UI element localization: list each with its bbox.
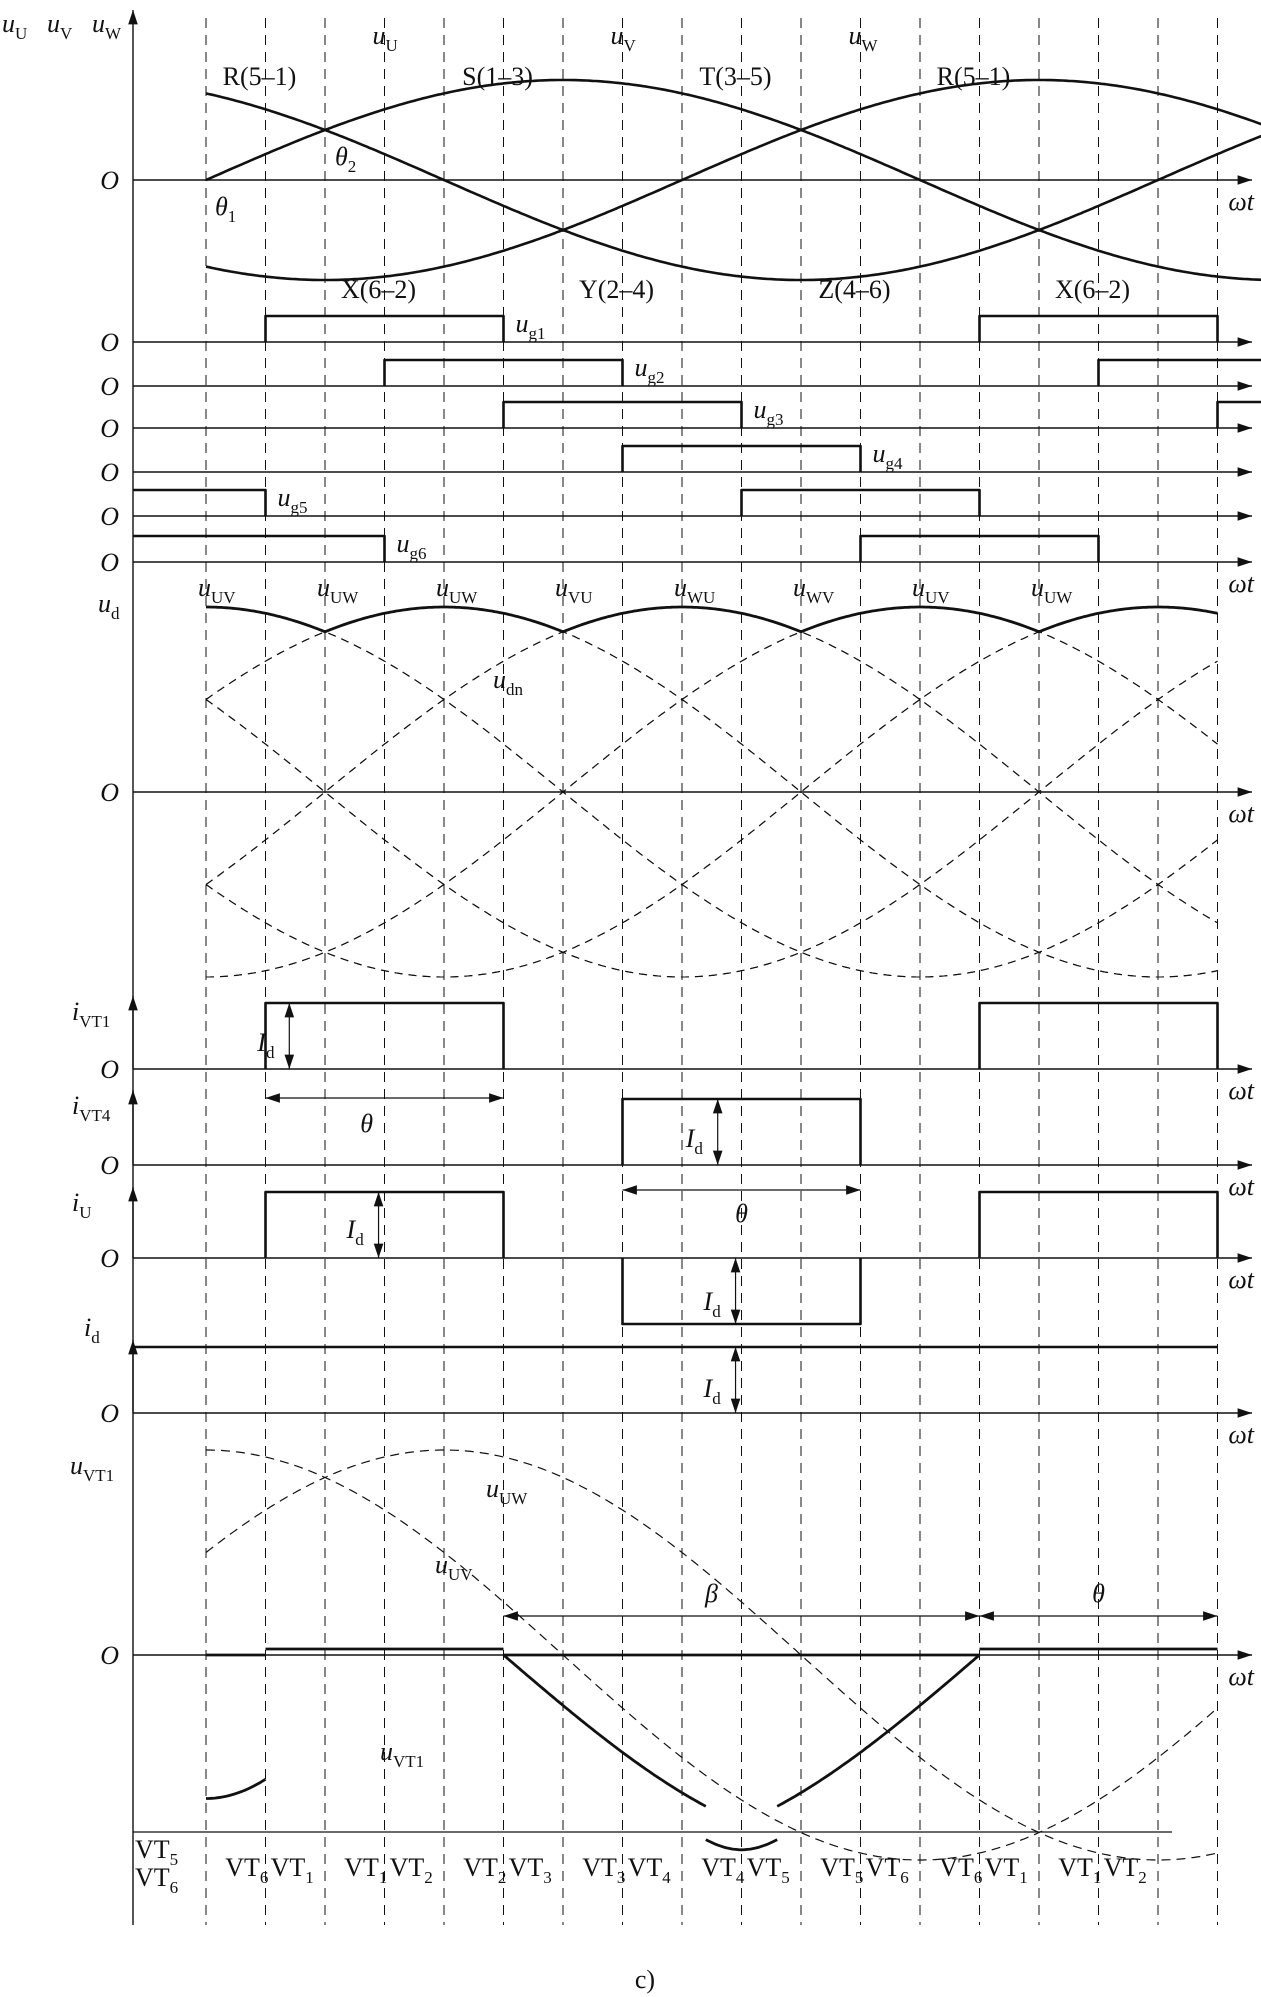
origin-label: O — [100, 1641, 119, 1670]
gate-axis-1-arrow — [1238, 337, 1252, 347]
uvt1-label: $u_{VT1}$ — [380, 1737, 425, 1771]
id-axis-arrow — [1238, 1408, 1252, 1418]
line-voltage-curve — [206, 607, 1218, 923]
gate-label: $u_{g2}$ — [634, 353, 665, 387]
phase-name-label: $u_V$ — [610, 21, 636, 55]
phase-name-label: $u_W$ — [848, 21, 878, 55]
theta-label: θ — [360, 1109, 374, 1138]
gate-label: $u_{g5}$ — [277, 483, 308, 517]
wt-label: ωt — [1228, 1265, 1254, 1294]
origin-label: O — [100, 166, 119, 195]
gate-axis-2-arrow — [1238, 381, 1252, 391]
ud-segment-label: $u_{UV}$ — [198, 573, 236, 607]
waveform-labels — [2, 9, 1255, 1897]
wt-label: ωt — [1228, 569, 1254, 598]
id-amplitude-label: $I_d$ — [703, 1287, 721, 1321]
ud-segment-label: $u_{UW}$ — [317, 573, 359, 607]
ivt1-axis-arrow — [1238, 1064, 1252, 1074]
theta-span-head-b — [846, 1185, 860, 1195]
ud-envelope — [206, 607, 1218, 632]
id-amplitude-label: $I_d$ — [346, 1215, 364, 1249]
origin-label: O — [100, 778, 119, 807]
ylabel-current: $i_d$ — [84, 1313, 100, 1347]
gate-label: $u_{g4}$ — [872, 439, 903, 473]
id-dimension-head-a — [731, 1347, 741, 1361]
ud-segment-label: $u_{UV}$ — [912, 573, 950, 607]
origin-label: O — [100, 1244, 119, 1273]
uuv-label: $u_{UV}$ — [435, 1550, 473, 1584]
sequence-label: $VT_6$ — [135, 1863, 179, 1897]
span-1-head-b — [1203, 1611, 1217, 1621]
ylabel-ud: $u_d$ — [98, 589, 120, 623]
iu-axis-arrow — [1238, 1253, 1252, 1263]
dashed-grid-lines — [206, 18, 1218, 1925]
sequence-label: $VT_2$ $VT_3$ — [463, 1853, 552, 1887]
current-axis-arrow — [128, 1090, 138, 1104]
gate-axis-6-arrow — [1238, 557, 1252, 567]
id-dimension-head-b — [731, 1399, 741, 1413]
id-amplitude-label: $I_d$ — [257, 1028, 275, 1062]
theta1-label: $\theta_1$ — [215, 192, 237, 226]
id-dimension-head-b — [731, 1310, 741, 1324]
wt-label: ωt — [1228, 1420, 1254, 1449]
udn-label: $u_{dn}$ — [493, 665, 523, 699]
gate-label: $u_{g6}$ — [396, 529, 427, 563]
sequence-label: $VT_6$ $VT_1$ — [939, 1853, 1028, 1887]
commutation-point-label: R(5–1) — [222, 62, 297, 91]
ylabel-phase: $u_V$ — [47, 9, 73, 43]
commutation-point-label: Y(2–4) — [578, 275, 655, 304]
gate-pulse — [1099, 360, 1261, 386]
left-axis-arrow — [128, 10, 138, 24]
wt-label: ωt — [1228, 799, 1254, 828]
origin-label: O — [100, 502, 119, 531]
gate-axis-3-arrow — [1238, 423, 1252, 433]
ylabel-current: $i_{VT1}$ — [72, 997, 111, 1031]
span-0-head-b — [965, 1611, 979, 1621]
ud-segment-label: $u_{UW}$ — [436, 573, 478, 607]
line-voltage-curve — [206, 661, 1218, 977]
commutation-point-label: S(1–3) — [462, 62, 533, 91]
current-axis-arrow — [128, 1187, 138, 1201]
ud-segment-label: $u_{VU}$ — [555, 573, 593, 607]
theta-span-head-b — [489, 1093, 503, 1103]
span-0-head-a — [504, 1611, 518, 1621]
wt-label: ωt — [1228, 1662, 1254, 1691]
sequence-label: $VT_5$ — [135, 1835, 179, 1869]
id-dimension-head-a — [713, 1099, 723, 1113]
commutation-point-label: R(5–1) — [936, 62, 1011, 91]
origin-label: O — [100, 548, 119, 577]
origin-label: O — [100, 458, 119, 487]
id-dimension-head-b — [374, 1244, 384, 1258]
sequence-label: $VT_6$ $VT_1$ — [225, 1853, 314, 1887]
theta-span-head-a — [266, 1093, 280, 1103]
origin-label: O — [100, 414, 119, 443]
id-dimension-head-a — [374, 1192, 384, 1206]
ylabel-phase: $u_U$ — [2, 9, 28, 43]
theta2-label: $\theta_2$ — [335, 142, 357, 176]
span-label: θ — [1092, 1579, 1105, 1608]
span-label: β — [705, 1579, 718, 1608]
gate-label: $u_{g3}$ — [753, 395, 784, 429]
uvt1-curve — [504, 1655, 706, 1806]
uvt1-curve — [777, 1655, 979, 1806]
wt-label: ωt — [1228, 1076, 1254, 1105]
commutation-point-label: Z(4–6) — [818, 275, 891, 304]
sequence-label: $VT_4$ $VT_5$ — [701, 1853, 790, 1887]
commutation-point-label: X(6–2) — [340, 275, 417, 304]
wt-label: ωt — [1228, 1172, 1254, 1201]
gate-label: $u_{g1}$ — [515, 309, 546, 343]
sequence-label: $VT_5$ $VT_6$ — [820, 1853, 909, 1887]
origin-label: O — [100, 328, 119, 357]
ylabel-uvt1: $u_{VT1}$ — [70, 1451, 115, 1485]
commutation-point-label: T(3–5) — [699, 62, 772, 91]
theta-label: θ — [735, 1199, 748, 1228]
current-axis-arrow — [128, 996, 138, 1010]
ud-segment-label: $u_{WV}$ — [793, 573, 835, 607]
gate-pulse — [133, 536, 385, 562]
origin-label: O — [100, 1399, 119, 1428]
uvt1-axis-arrow — [1238, 1650, 1252, 1660]
phase-axis-arrow — [1238, 175, 1252, 185]
ylabel-current: $i_U$ — [72, 1188, 92, 1222]
theta-span-head-a — [623, 1185, 637, 1195]
ivt4-axis-arrow — [1238, 1160, 1252, 1170]
id-amplitude-label: $I_d$ — [685, 1124, 703, 1158]
phase-name-label: $u_U$ — [372, 21, 398, 55]
id-dimension-head-a — [285, 1003, 295, 1017]
id-dimension-head-b — [285, 1055, 295, 1069]
wt-label: ωt — [1228, 187, 1254, 216]
ylabel-phase: $u_W$ — [92, 9, 122, 43]
span-1-head-a — [980, 1611, 994, 1621]
gate-axis-5-arrow — [1238, 511, 1252, 521]
commutation-point-label: X(6–2) — [1054, 275, 1131, 304]
sequence-label: $VT_1$ $VT_2$ — [1058, 1853, 1147, 1887]
ud-segment-label: $u_{UW}$ — [1031, 573, 1073, 607]
origin-label: O — [100, 1055, 119, 1084]
line-voltage-curve — [206, 607, 1218, 923]
uvt1-curve — [206, 1779, 266, 1798]
ud-segment-label: $u_{WU}$ — [674, 573, 716, 607]
uuw-label: $u_{UW}$ — [486, 1474, 528, 1508]
id-dimension-head-a — [731, 1258, 741, 1272]
line-voltage-curve — [206, 661, 1218, 977]
gate-axis-4-arrow — [1238, 467, 1252, 477]
origin-label: O — [100, 1151, 119, 1180]
sequence-label: $VT_1$ $VT_2$ — [344, 1853, 433, 1887]
origin-label: O — [100, 372, 119, 401]
id-dimension-head-b — [713, 1151, 723, 1165]
figure-caption: c) — [634, 1965, 656, 1994]
gate-pulse — [133, 490, 266, 516]
id-amplitude-label: $I_d$ — [703, 1374, 721, 1408]
sequence-label: $VT_3$ $VT_4$ — [582, 1853, 671, 1887]
ylabel-current: $i_{VT4}$ — [72, 1091, 111, 1125]
ud-axis-arrow — [1238, 787, 1252, 797]
